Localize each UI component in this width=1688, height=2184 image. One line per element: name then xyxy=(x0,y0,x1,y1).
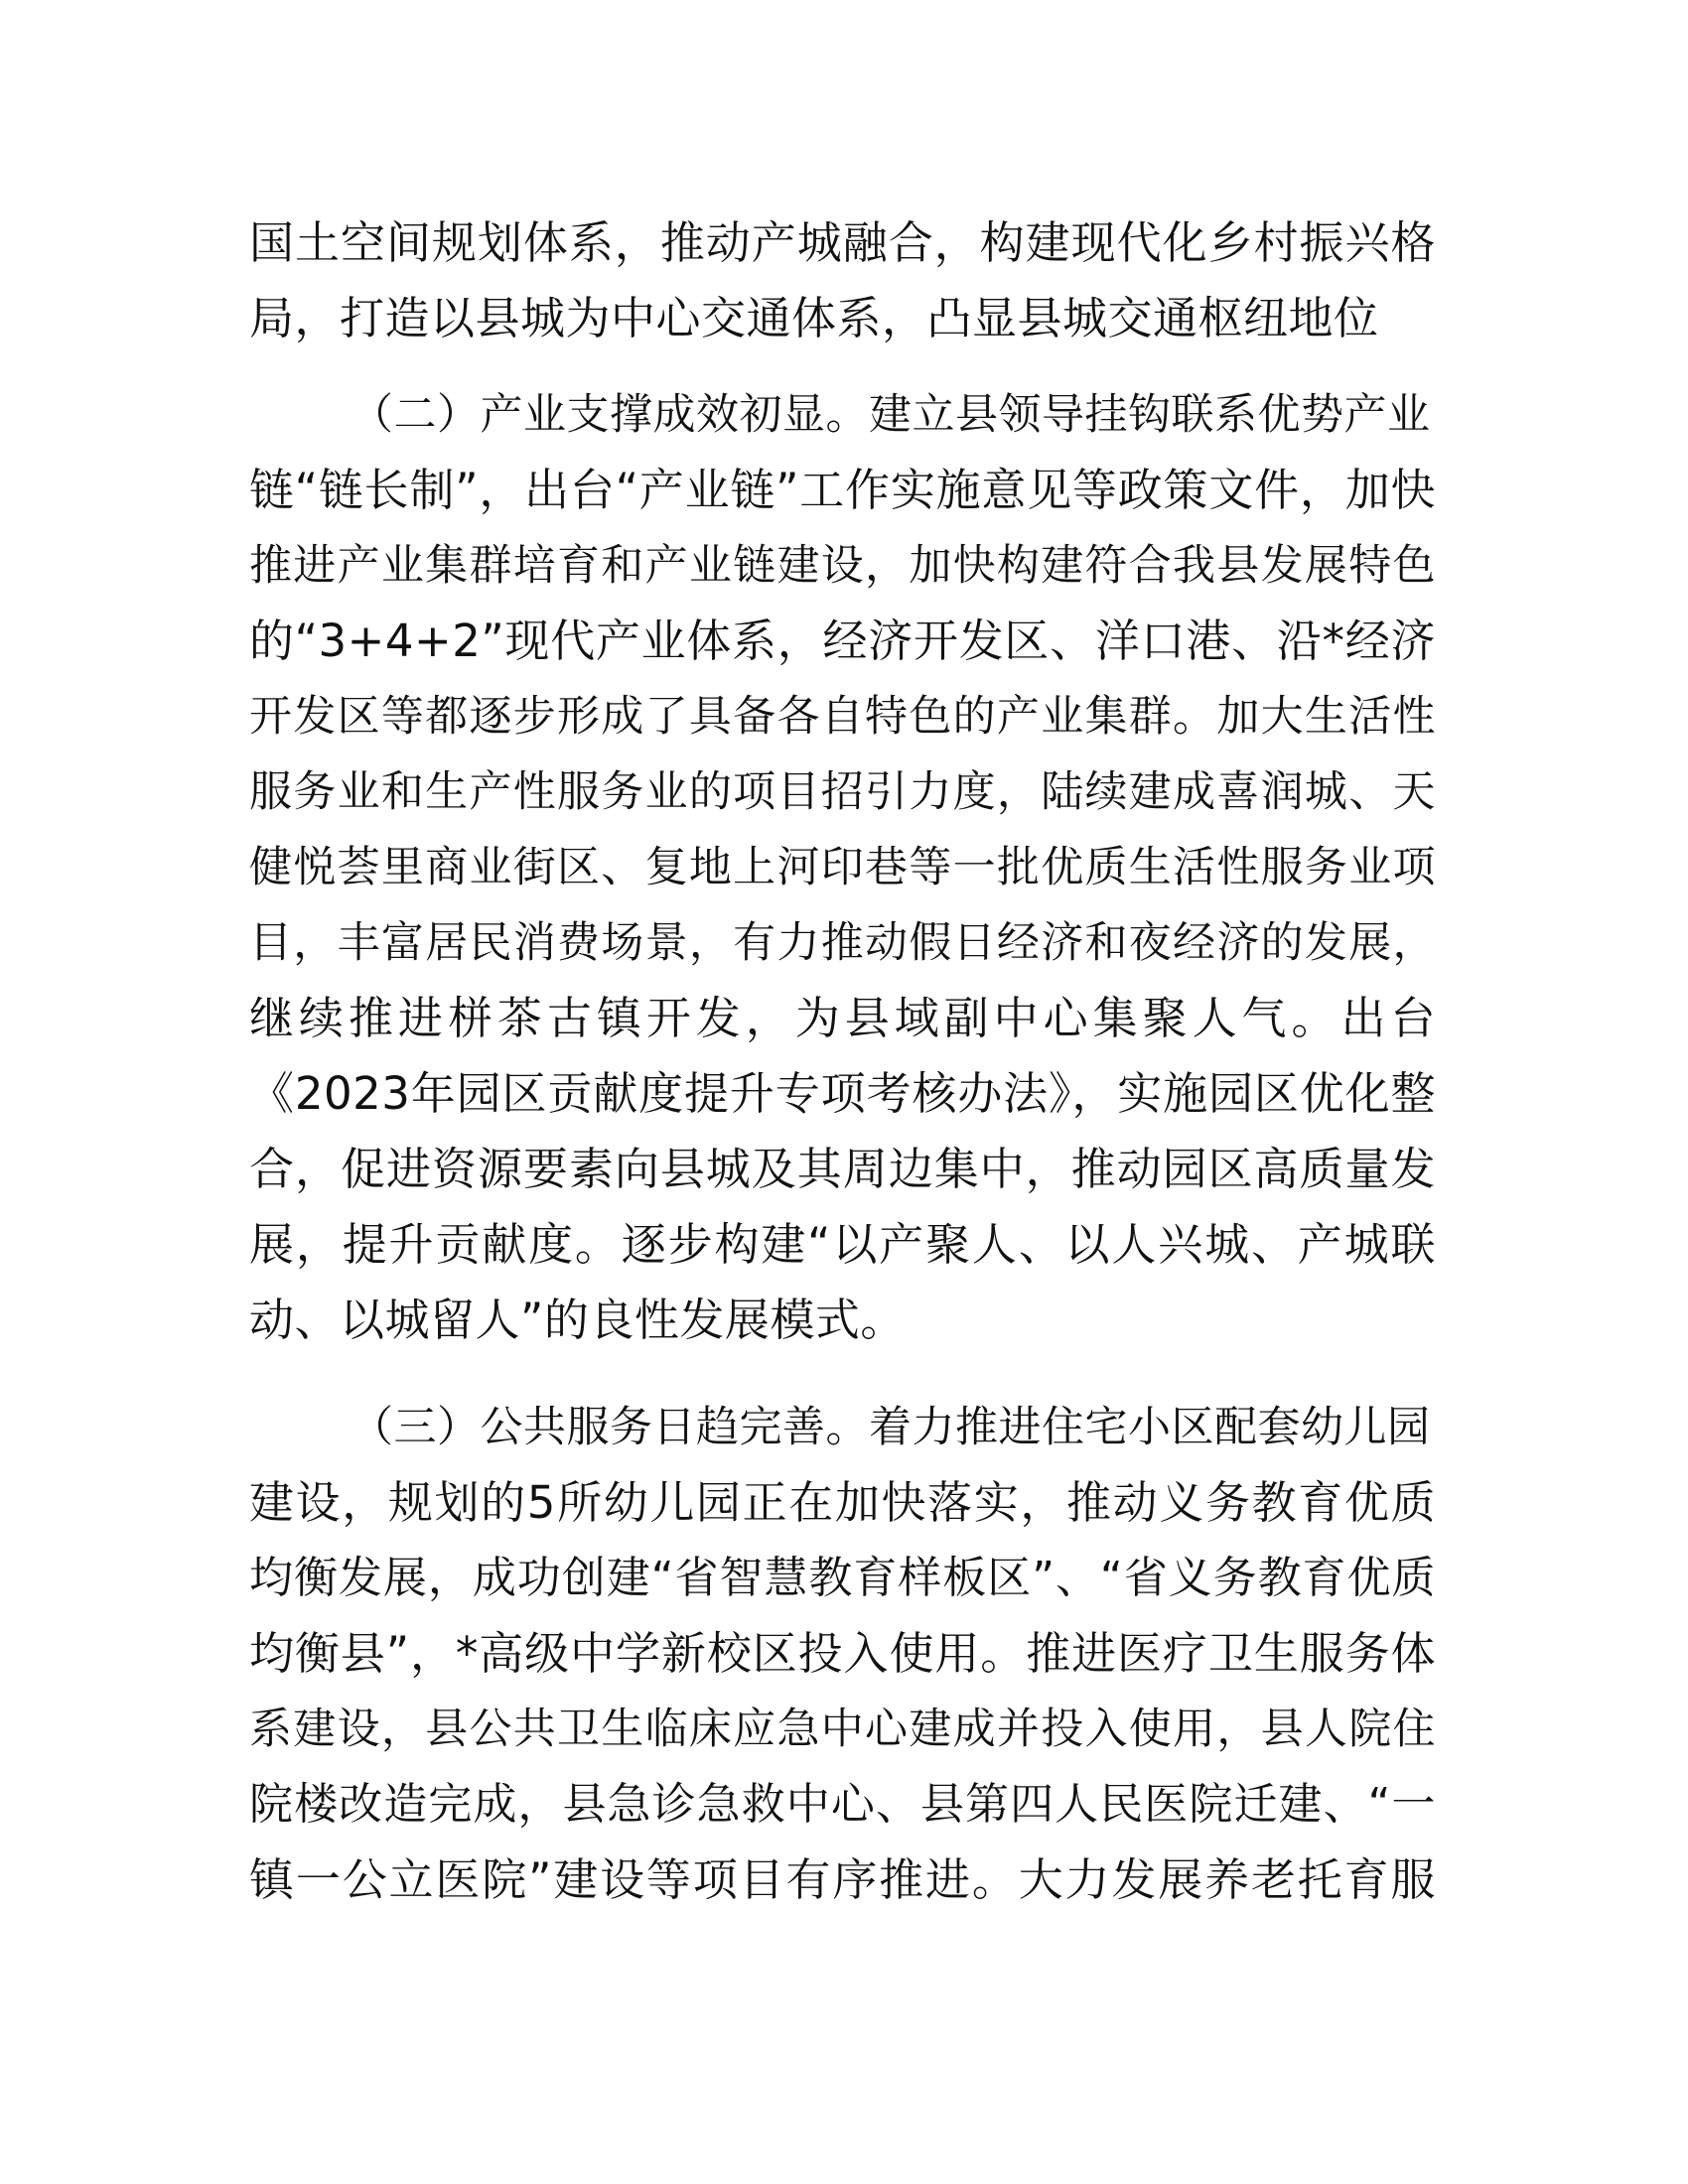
text-line: 建设，规划的5所幼儿园正在加快落实，推动义务教育优质 xyxy=(249,1476,1436,1529)
text-line: 目，丰富居民消费场景，有力推动假日经济和夜经济的发展， xyxy=(249,918,1436,968)
text-line: 服务业和生产性服务业的项目招引力度，陆续建成喜润城、天 xyxy=(249,767,1436,817)
text-line: 健悦荟里商业街区、复地上河印巷等一批优质生活性服务业项 xyxy=(249,843,1436,892)
text-line: 《2023年园区贡献度提升专项考核办法》，实施园区优化整 xyxy=(249,1067,1436,1120)
text-line: （三）公共服务日趋完善。着力推进住宅小区配套幼儿园 xyxy=(351,1403,1431,1452)
text-line: 继续推进栟茶古镇开发，为县域副中心集聚人气。出台 xyxy=(249,992,1436,1044)
text-line: 开发区等都逐步形成了具备各自特色的产业集群。加大生活性 xyxy=(249,692,1436,742)
text-line: 均衡县”，*高级中学新校区投入使用。推进医疗卫生服务体 xyxy=(249,1627,1436,1680)
text-line: 链“链长制”，出台“产业链”工作实施意见等政策文件，加快 xyxy=(249,464,1436,516)
text-line: 院楼改造完成，县急诊急救中心、县第四人民医院迁建、“一 xyxy=(249,1779,1436,1830)
text-line: 展，提升贡献度。逐步构建“以产聚人、以人兴城、产城联 xyxy=(249,1218,1436,1271)
text-line: 镇一公立医院”建设等项目有序推进。大力发展养老托育服 xyxy=(249,1853,1436,1906)
text-line: 推进产业集群培育和产业链建设，加快构建符合我县发展特色 xyxy=(249,541,1436,591)
text-line: 合，促进资源要素向县城及其周边集中，推动园区高质量发 xyxy=(249,1143,1436,1195)
text-line: 的“3+4+2”现代产业体系，经济开发区、洋口港、沿*经济 xyxy=(249,614,1436,667)
text-line: 均衡发展，成功创建“省智慧教育样板区”、“省义务教育优质 xyxy=(249,1553,1436,1603)
text-line: 国土空间规划体系，推动产城融合，构建现代化乡村振兴格 xyxy=(249,216,1436,269)
text-line: 局，打造以县城为中心交通体系，凸显县城交通枢纽地位 xyxy=(249,292,1379,344)
text-line: （二）产业支撑成效初显。建立县领导挂钩联系优势产业 xyxy=(351,390,1431,440)
text-line: 动、以城留人”的良性发展模式。 xyxy=(249,1294,906,1346)
text-line: 系建设，县公共卫生临床应急中心建成并投入使用，县人院住 xyxy=(249,1705,1436,1754)
